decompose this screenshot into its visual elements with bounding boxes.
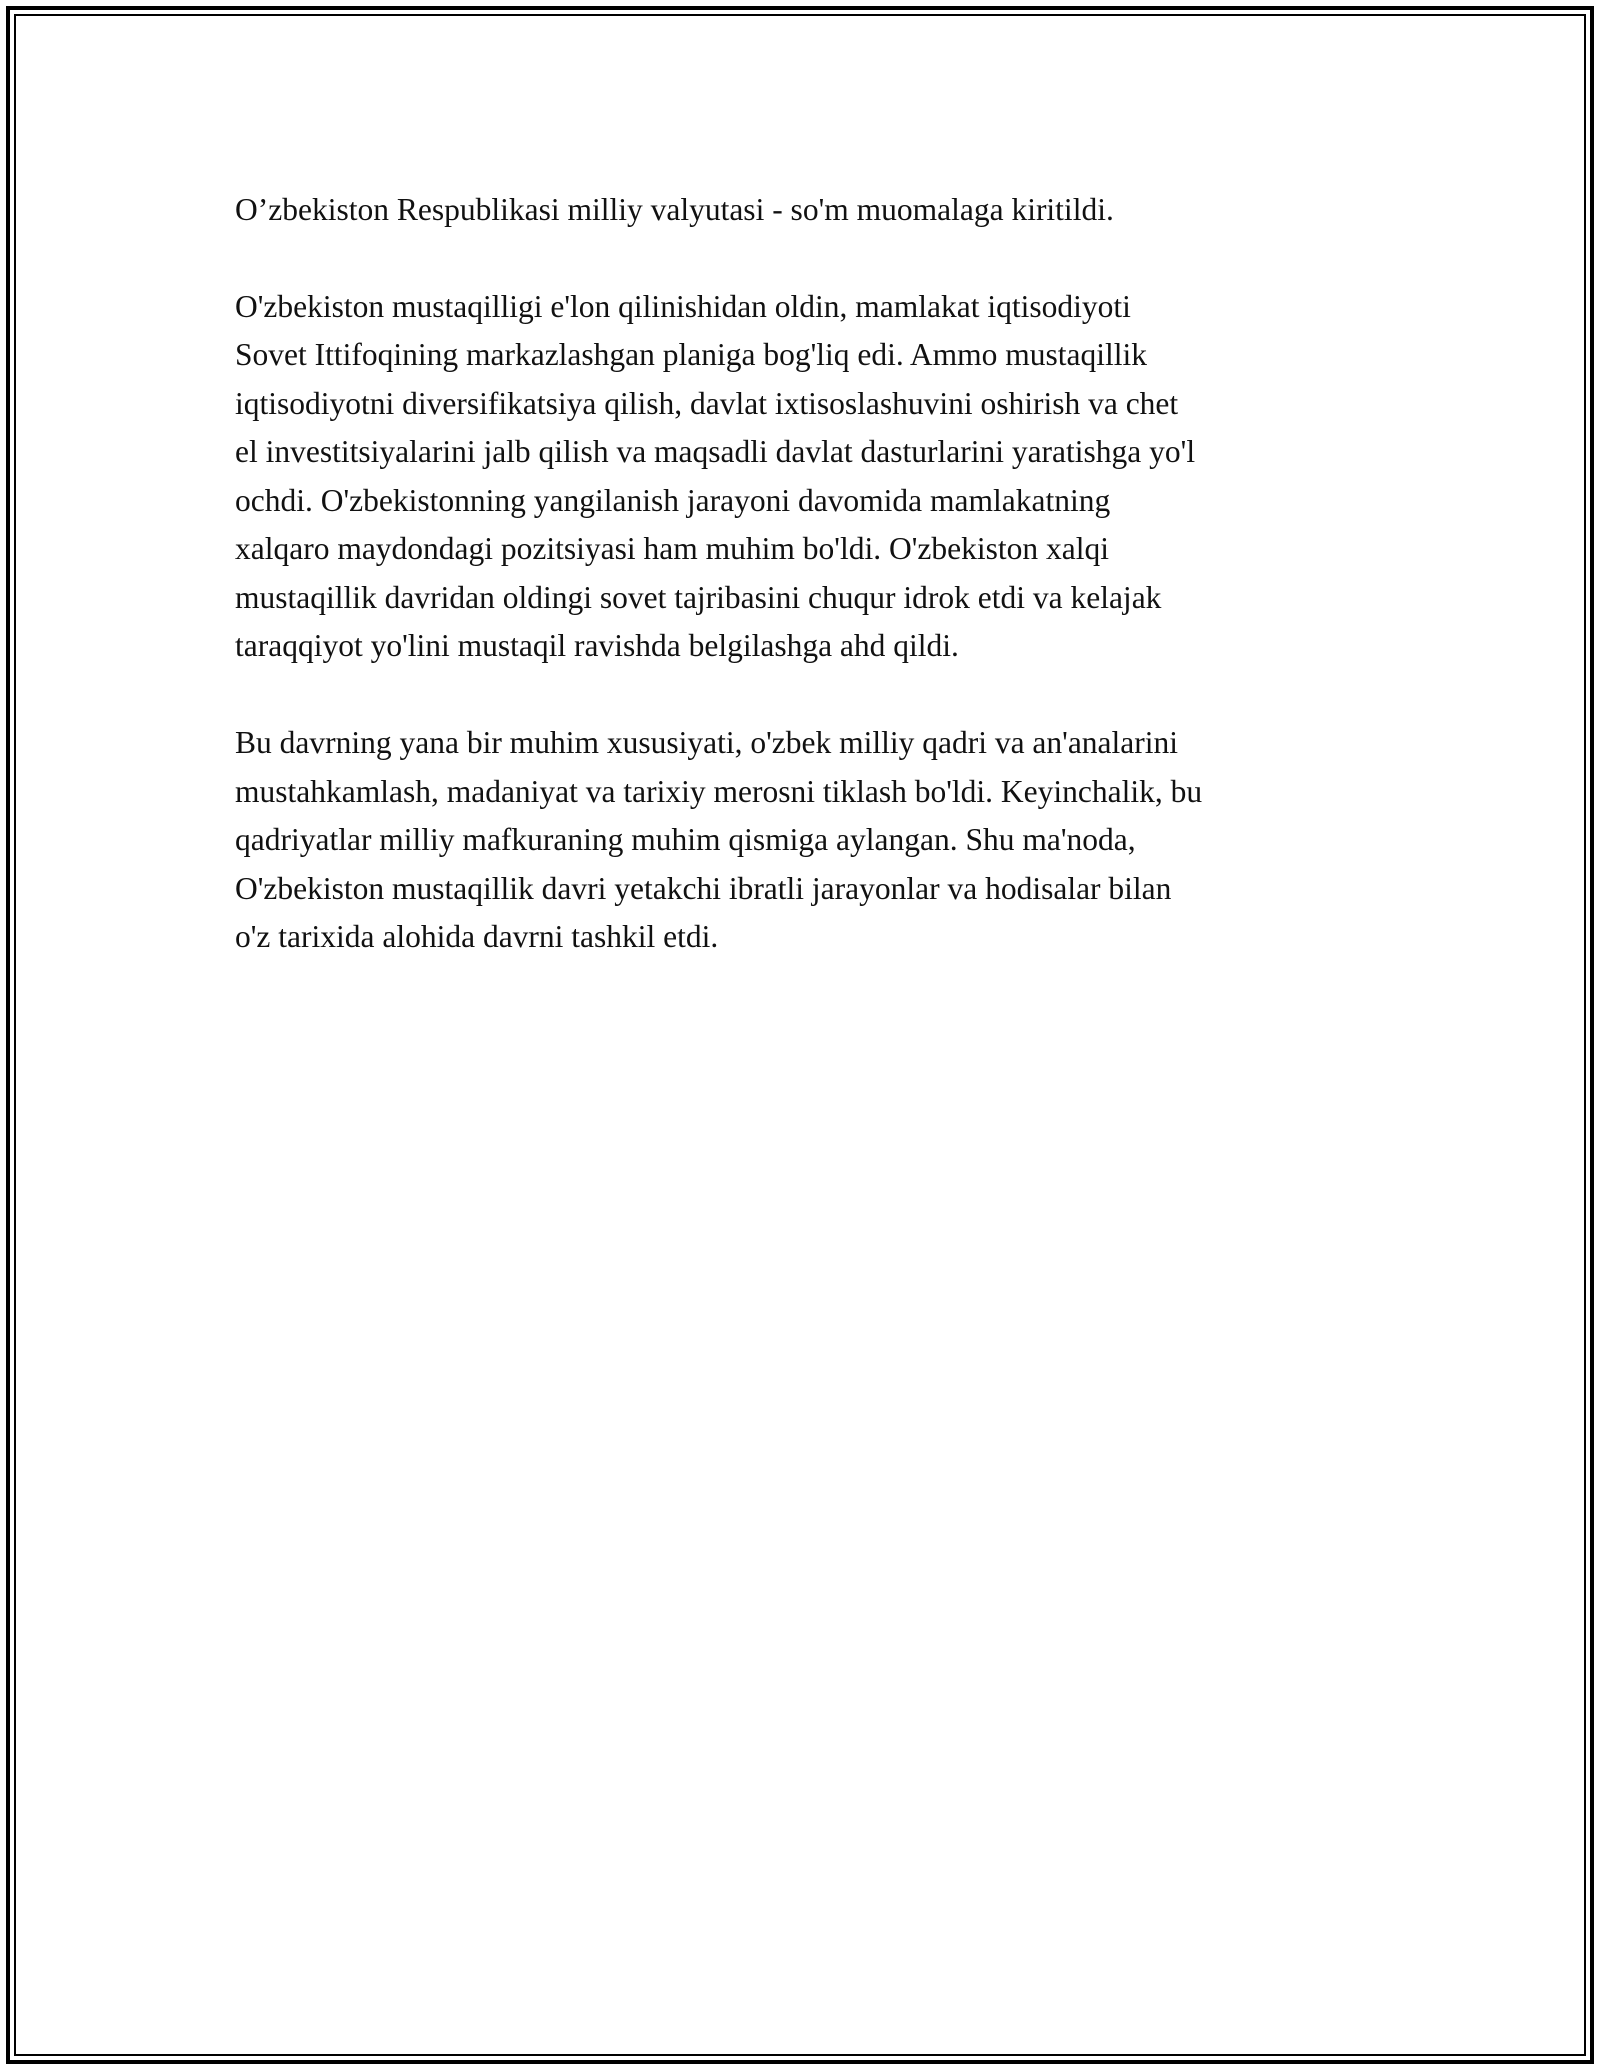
paragraph-line: mustahkamlash, madaniyat va tarixiy merosni tiklash bo'ldi. Keyinchalik, bu [235, 773, 1203, 809]
paragraph-line: qadriyatlar milliy mafkuraning muhim qismiga aylangan. Shu ma'noda, [235, 822, 1136, 857]
paragraph-line: ochdi. O'zbekistonning yangilanish jarayoni davomida mamlakatning [235, 482, 1111, 518]
document-body [235, 186, 1370, 1010]
paragraph-line: mustaqillik davridan oldingi sovet tajribasini chuqur idrok etdi va kelajak [235, 579, 1162, 615]
paragraph-line: o'z tarixida alohida davrni tashkil etdi. [235, 919, 719, 954]
paragraph-line: el investitsiyalarini jalb qilish va maqsadli davlat dasturlarini yaratishga yo'l [235, 434, 1196, 469]
paragraph-line: iqtisodiyotni diversifikatsiya qilish, davlat ixtisoslashuvini oshirish va chet [235, 385, 1179, 421]
paragraph-line: Sovet Ittifoqining markazlashgan planiga bog'liq edi. Ammo mustaqillik [235, 337, 1148, 372]
paragraph-line: O'zbekiston mustaqilligi e'lon qilinishidan oldin, mamlakat iqtisodiyoti [235, 288, 1131, 324]
paragraph-line: xalqaro maydondagi pozitsiyasi ham muhim bo'ldi. O'zbekiston xalqi [235, 531, 1109, 566]
paragraph-line: taraqqiyot yo'lini mustaqil ravishda belgilashga ahd qildi. [235, 628, 959, 663]
document-title: O’zbekiston Respublikasi milliy valyutasi - so'm muomalaga kiritildi. [235, 192, 1114, 227]
paragraph-line: Bu davrning yana bir muhim xususiyati, o'zbek milliy qadri va an'analarini [235, 725, 1179, 760]
paragraph-1 [235, 283, 1370, 671]
paragraph-line: O'zbekiston mustaqillik davri yetakchi ibratli jarayonlar va hodisalar bilan [235, 870, 1172, 906]
paragraph-2 [235, 719, 1370, 962]
